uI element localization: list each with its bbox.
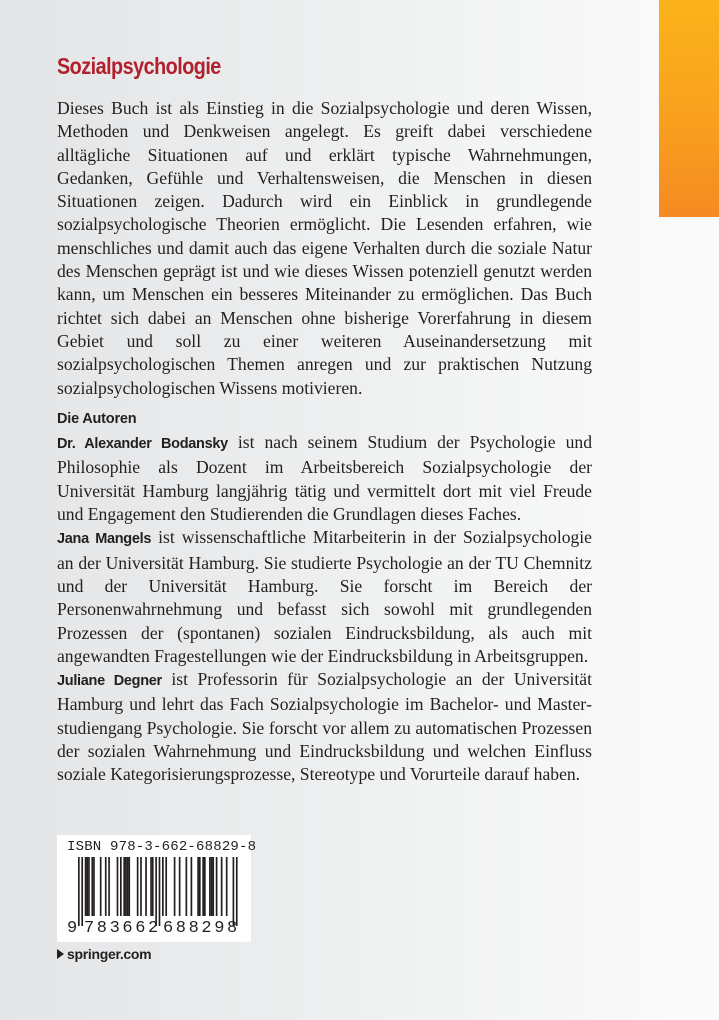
ean-left-digits: 783662 [84, 919, 161, 938]
author-bio-text: ist Professorin für Sozialpsychologie an der Universität Hamburg und lehrt das Fach Sozialpsychologie im Bachelor- und Masterstudiengang Psychologie. Sie forscht vor allem zu automatischen Prozessen der sozialen Wahrnehmung und Eindrucksbildung und welchen Einfluss soziale Kategorisierungsprozesse, Stereotype und Vorurteile darauf haben. [57, 669, 592, 785]
orange-accent-block [659, 0, 719, 217]
author-bio-text: ist wissenschaftliche Mitarbeiterin in der Sozialpsychologie an der Universität Hamburg. Sie studierte Psychologie an der TU Chemnitz und der Universität Hamburg. Sie forscht im Bereich der Personenwahrnehmung und befasst sich sowohl mit grundlegenden Prozessen der (spontanen) sozialen Eindrucksbildung, als auch mit angewandten Fragestellungen wie der Eindrucksbildung in Arbeitsgruppen. [57, 527, 592, 666]
book-title: Sozialpsychologie [57, 53, 221, 79]
author-name: Dr. Alexander Bodansky [57, 436, 228, 453]
publisher-link[interactable] [57, 946, 151, 962]
authors-heading: Die Autoren [57, 410, 137, 427]
ean-first-digit: 9 [67, 919, 80, 938]
author-bio-bodansky [57, 431, 592, 526]
publisher-link-label: springer.com [67, 946, 152, 962]
isbn-barcode [57, 835, 257, 942]
back-cover-text [57, 97, 592, 787]
arrow-right-icon [57, 949, 64, 959]
ean-right-digits: 688298 [163, 919, 240, 938]
book-description: Dieses Buch ist als Einstieg in die Sozialpsychologie und deren Wissen, Methoden und Denkweisen angelegt. Es greift dabei verschiedene alltägliche Situationen auf und erklärt typische Wahrnehmungen, Gedanken, Gefühle und Verhaltensweisen, die Menschen in diesen Situationen zeigen. Dadurch wird ein Einblick in grundlegende sozialpsychologische Theorien ermöglicht. Die Lesenden erfahren, wie menschliches und damit auch das eigene Verhalten durch die soziale Natur des Menschen geprägt ist und wie dieses Wissen potenziell genutzt werden kann, um Menschen ein besseres Miteinander zu ermöglichen. Das Buch richtet sich dabei an Menschen ohne bisherige Vorerfahrung in diesem Gebiet und soll zu einer weiteren Auseinandersetzung mit sozialpsychologischen Themen anregen und zur praktischen Nutzung sozialpsychologischen Wissens motivieren. [57, 98, 592, 398]
author-name: Jana Mangels [57, 531, 152, 548]
author-bio-mangels [57, 526, 592, 668]
author-name: Juliane Degner [57, 673, 162, 690]
author-bio-text: ist nach seinem Studium der Psychologie und Philosophie als Dozent im Arbeitsbereich Sozialpsychologie der Universität Hamburg langjährig tätig und vermittelt dort mit viel Freude und Engagement den Studierenden die Grundlagen dieses Faches. [57, 432, 592, 525]
author-bio-degner [57, 668, 592, 786]
isbn-label: ISBN 978-3-662-68829-8 [67, 839, 257, 855]
